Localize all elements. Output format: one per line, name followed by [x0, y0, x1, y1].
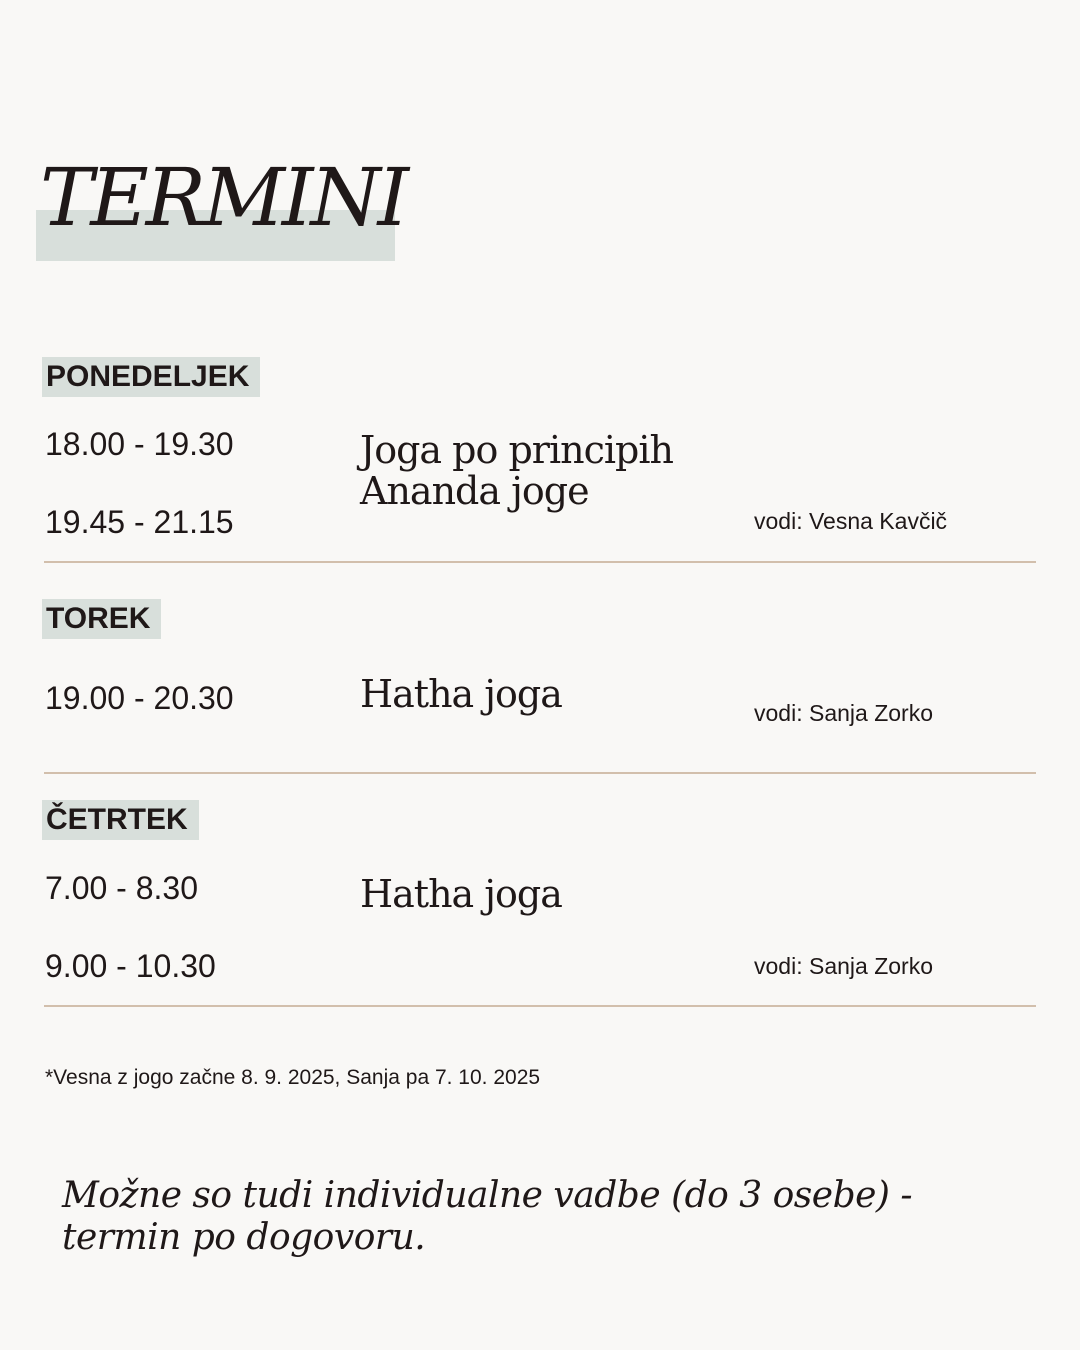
page-title: TERMINI: [40, 151, 407, 244]
class-name-line: Joga po principih: [360, 428, 673, 472]
section-divider: [44, 1005, 1036, 1007]
day-label-monday: PONEDELJEK: [42, 357, 260, 397]
class-name-line: Hatha joga: [360, 672, 562, 716]
closing-line: Možne so tudi individualne vadbe (do 3 osebe) -: [62, 1175, 913, 1216]
class-leader: vodi: Vesna Kavčič: [754, 508, 948, 534]
class-name-line: Ananda joge: [360, 469, 589, 513]
individual-sessions-note: [62, 1175, 962, 1259]
time-slot: 9.00 - 10.30: [45, 948, 216, 984]
section-divider: [44, 772, 1036, 774]
closing-line: termin po dogovoru.: [62, 1217, 426, 1258]
class-name-line: Hatha joga: [360, 872, 562, 916]
class-name: [360, 874, 562, 915]
start-dates-note: *Vesna z jogo začne 8. 9. 2025, Sanja pa 7. 10. 2025: [45, 1066, 541, 1089]
class-name: [360, 674, 562, 715]
class-leader: vodi: Sanja Zorko: [754, 700, 933, 726]
day-label-thursday: ČETRTEK: [42, 800, 199, 840]
section-divider: [44, 561, 1036, 563]
time-slot: 19.45 - 21.15: [45, 504, 234, 540]
class-name: [360, 430, 673, 512]
time-slot: 19.00 - 20.30: [45, 680, 234, 716]
class-leader: vodi: Sanja Zorko: [754, 953, 933, 979]
time-slot: 18.00 - 19.30: [45, 426, 234, 462]
time-slot: 7.00 - 8.30: [45, 870, 198, 906]
day-label-tuesday: TOREK: [42, 599, 161, 639]
